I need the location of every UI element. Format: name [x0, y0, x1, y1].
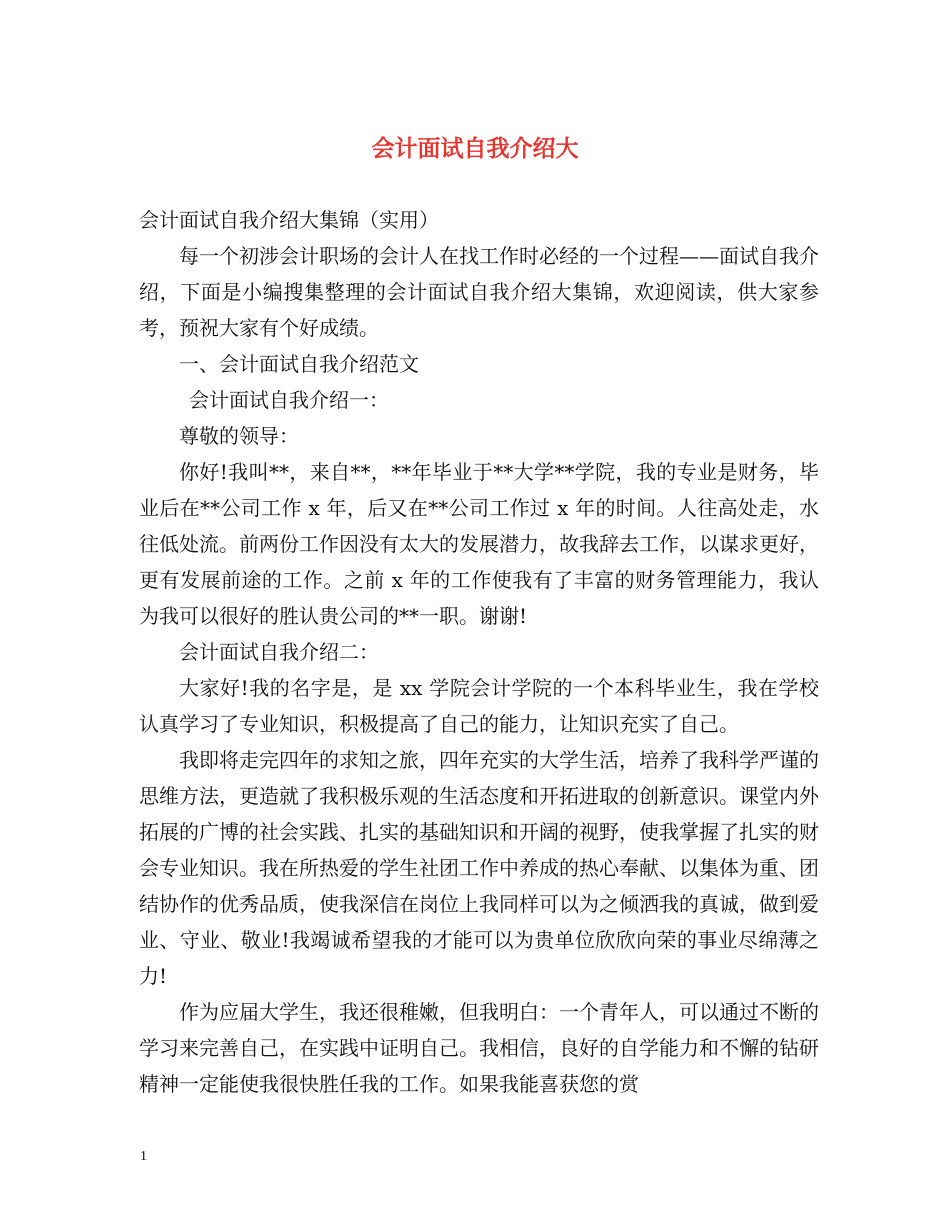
page-number: 1 — [140, 1149, 147, 1164]
document-title: 会计面试自我介绍大 — [371, 136, 579, 162]
section-heading: 一、会计面试自我介绍范文 — [179, 352, 419, 376]
example-heading-2: 会计面试自我介绍二： — [179, 640, 379, 664]
example-2-paragraph-2: 我即将走完四年的求知之旅，四年充实的大学生活，培养了我科学严谨的思维方法，更造就了我积极乐观的生活态度和开拓进取的创新意识。课堂内外拓展的广博的社会实践、扎实的基础知识和开阔的视野，使我掌握了扎实的财会专业知识。我在所热爱的学生社团工作中养成的热心奉献、以集体为重、团结协作的优秀品质，使我深信在岗位上我同样可以为之倾洒我的真诚，做到爱业、守业、敬业!我竭诚希望我的才能可以为贵单位欣欣向荣的事业尽绵薄之力! — [139, 748, 819, 988]
salutation: 尊敬的领导： — [179, 424, 299, 448]
example-heading-1: 会计面试自我介绍一： — [189, 388, 389, 412]
example-2-paragraph-1: 大家好!我的名字是，是 xx 学院会计学院的一个本科毕业生，我在学校认真学习了专业知识，积极提高了自己的能力，让知识充实了自己。 — [139, 676, 819, 736]
intro-paragraph: 每一个初涉会计职场的会计人在找工作时必经的一个过程——面试自我介绍，下面是小编搜集整理的会计面试自我介绍大集锦，欢迎阅读，供大家参考，预祝大家有个好成绩。 — [139, 244, 819, 340]
document-body — [139, 202, 819, 1102]
example-1-paragraph: 你好!我叫**，来自**，**年毕业于**大学**学院，我的专业是财务，毕业后在**公司工作 x 年，后又在**公司工作过 x 年的时间。人往高处走，水往低处流。前两份工作因没有太大的发展潜力，故我辞去工作，以谋求更好，更有发展前途的工作。之前 x 年的工作使我有了丰富的财务管理能力，我认为我可以很好的胜认贵公司的**一职。谢谢! — [139, 460, 819, 628]
example-2-paragraph-3: 作为应届大学生，我还很稚嫩，但我明白：一个青年人，可以通过不断的学习来完善自己，在实践中证明自己。我相信，良好的自学能力和不懈的钻研精神一定能使我很快胜任我的工作。如果我能喜获您的赏 — [139, 1000, 819, 1096]
document-subtitle: 会计面试自我介绍大集锦（实用） — [139, 208, 439, 232]
